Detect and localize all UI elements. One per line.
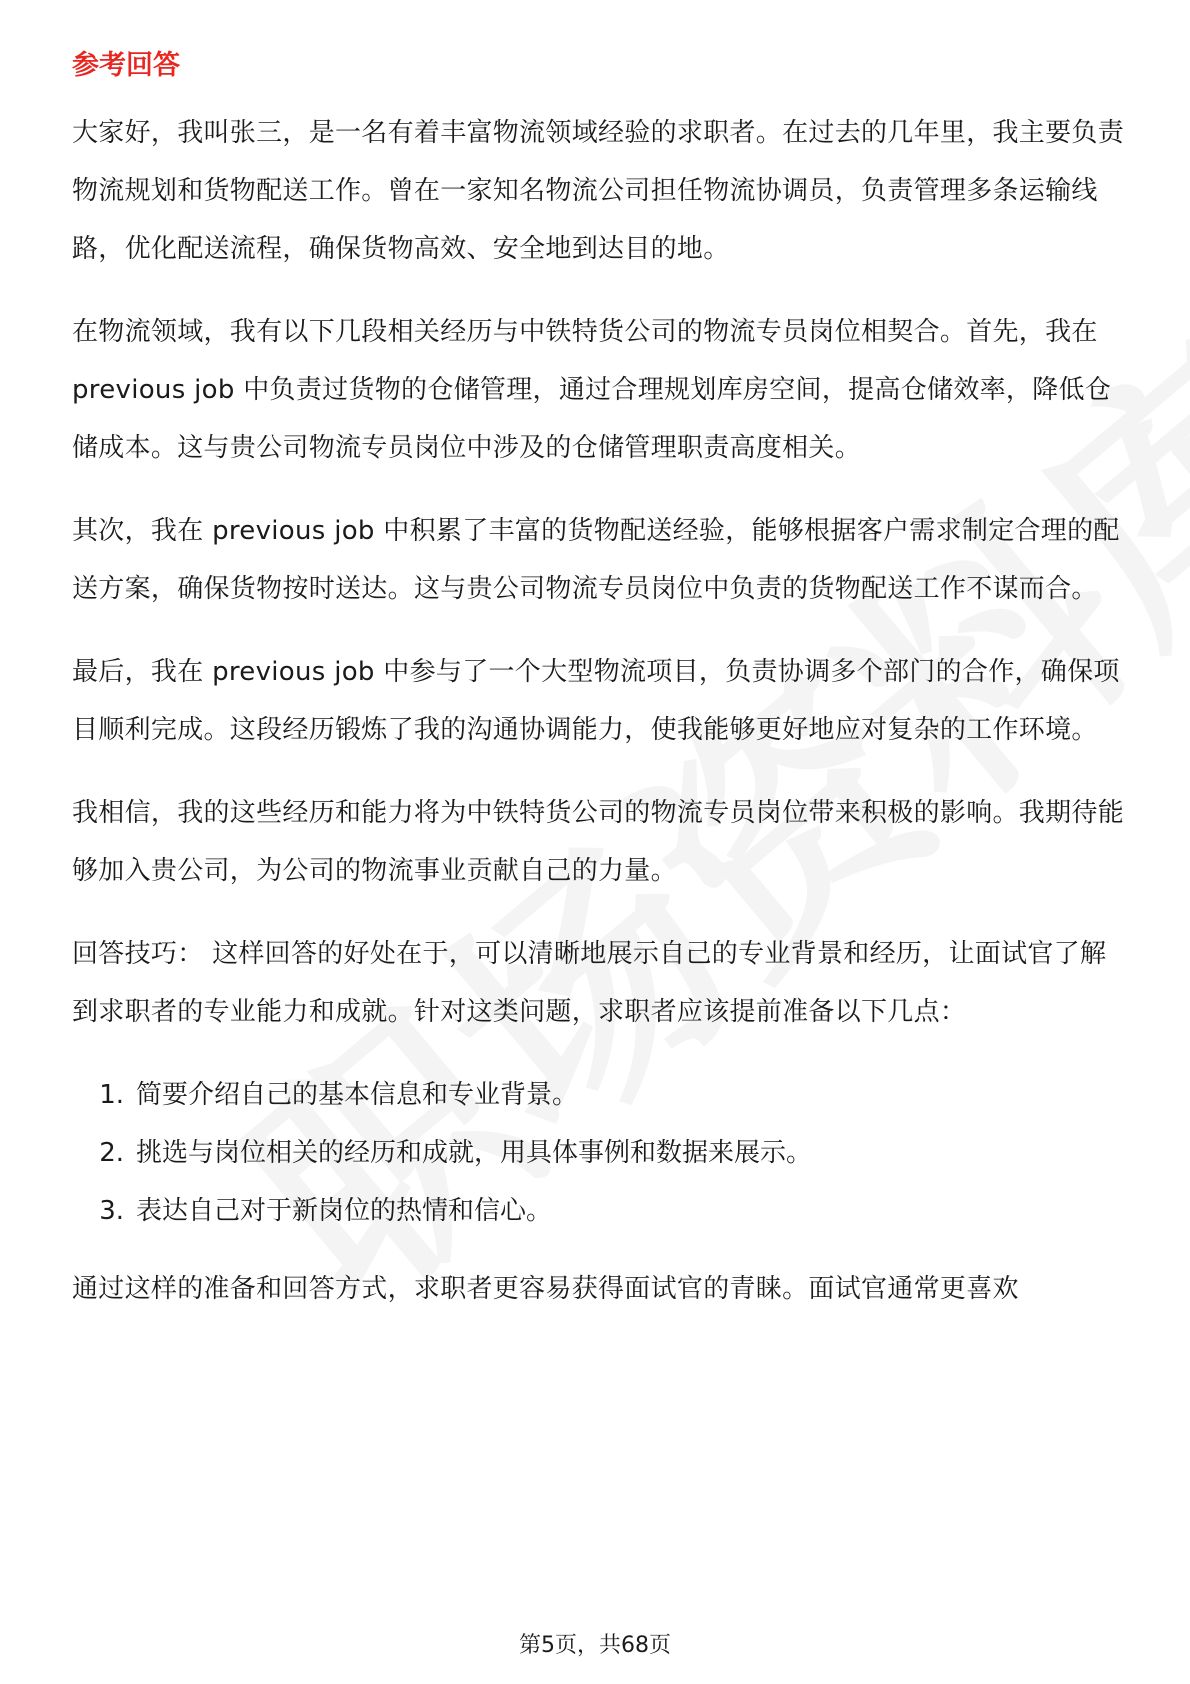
- paragraph-experience-1: 在物流领域，我有以下几段相关经历与中铁特货公司的物流专员岗位相契合。首先，我在 previous job 中负责过货物的仓储管理，通过合理规划库房空间，提高仓储效率，降低仓储成本。这与贵公司物流专员岗位中涉及的仓储管理职责高度相关。: [72, 317, 1112, 463]
- list-number: 2.: [99, 1138, 124, 1168]
- tips-list: [72, 1066, 1132, 1240]
- list-text: 简要介绍自己的基本信息和专业背景。: [136, 1080, 579, 1110]
- paragraph-closing: 我相信，我的这些经历和能力将为中铁特货公司的物流专员岗位带来积极的影响。我期待能够加入贵公司，为公司的物流事业贡献自己的力量。: [72, 798, 1125, 886]
- list-number: 1.: [99, 1080, 124, 1110]
- list-text: 挑选与岗位相关的经历和成就，用具体事例和数据来展示。: [136, 1138, 813, 1168]
- paragraph-tips: 回答技巧： 这样回答的好处在于，可以清晰地展示自己的专业背景和经历，让面试官了解到求职者的专业能力和成就。针对这类问题，求职者应该提前准备以下几点：: [72, 939, 1107, 1027]
- paragraph-experience-2: 其次，我在 previous job 中积累了丰富的货物配送经验，能够根据客户需求制定合理的配送方案，确保货物按时送达。这与贵公司物流专员岗位中负责的货物配送工作不谋而合。: [72, 516, 1120, 604]
- list-item: [72, 1124, 1132, 1182]
- paragraph-summary: 通过这样的准备和回答方式，求职者更容易获得面试官的青睐。面试官通常更喜欢: [72, 1274, 1019, 1304]
- list-number: 3.: [99, 1196, 124, 1226]
- paragraph-intro: 大家好，我叫张三，是一名有着丰富物流领域经验的求职者。在过去的几年里，我主要负责物流规划和货物配送工作。曾在一家知名物流公司担任物流协调员，负责管理多条运输线路，优化配送流程，确保货物高效、安全地到达目的地。: [72, 118, 1125, 264]
- section-heading: 参考回答: [72, 50, 180, 81]
- list-text: 表达自己对于新岗位的热情和信心。: [136, 1196, 553, 1226]
- page-footer: 第5页，共68页: [519, 1633, 671, 1658]
- paragraph-experience-3: 最后，我在 previous job 中参与了一个大型物流项目，负责协调多个部门的合作，确保项目顺利完成。这段经历锻炼了我的沟通协调能力，使我能够更好地应对复杂的工作环境。: [72, 657, 1120, 745]
- content-area: [72, 46, 1132, 1343]
- list-item: [72, 1182, 1132, 1240]
- list-item: [72, 1066, 1132, 1124]
